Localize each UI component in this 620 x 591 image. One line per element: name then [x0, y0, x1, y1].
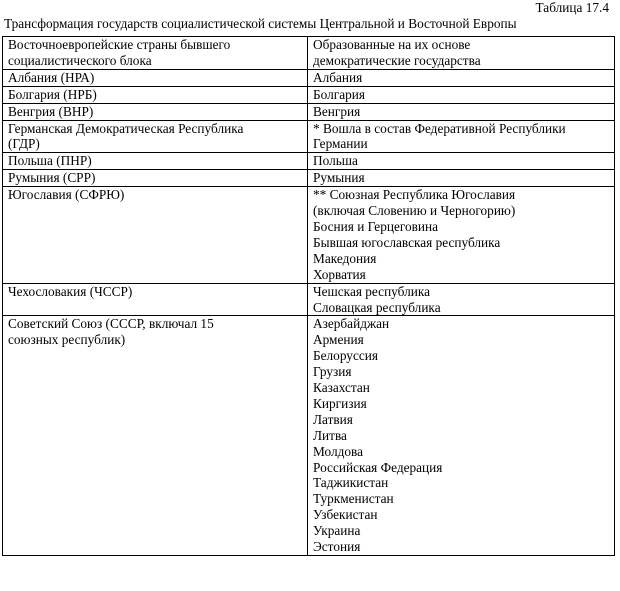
cell-line: * Вошла в состав Федеративной Республики: [313, 120, 566, 136]
cell-line: Армения: [313, 332, 364, 348]
cell-line: Югославия (СФРЮ): [8, 187, 125, 203]
new-states-cell: [308, 86, 615, 103]
cell-line: (ГДР): [8, 136, 40, 152]
cell-line: Чехословакия (ЧССР): [8, 283, 133, 299]
cell-line: Албания: [313, 69, 363, 85]
header-former-states: [3, 37, 308, 70]
new-states-cell: [308, 103, 615, 120]
cell-line: Украина: [313, 523, 361, 539]
cell-line: Хорватия: [313, 266, 366, 282]
former-state-cell: [3, 316, 308, 556]
header-line: социалистического блока: [8, 52, 152, 68]
table-row: [3, 69, 615, 86]
header-line: Образованные на их основе: [313, 37, 471, 52]
cell-line: Азербайджан: [313, 316, 390, 332]
new-states-cell: [308, 153, 615, 170]
table-header-row: [3, 37, 615, 70]
table-number: Таблица 17.4: [535, 0, 609, 15]
cell-line: Босния и Герцеговина: [313, 218, 439, 234]
countries-table: [2, 36, 615, 556]
cell-line: Германская Демократическая Республика: [8, 120, 244, 136]
cell-line: Молдова: [313, 443, 364, 459]
cell-line: Польша (ПНР): [8, 153, 92, 169]
former-state-cell: [3, 103, 308, 120]
cell-line: Советский Союз (СССР, включал 15: [8, 316, 214, 332]
former-state-cell: [3, 69, 308, 86]
header-line: демократические государства: [313, 52, 481, 68]
cell-line: Белоруссия: [313, 348, 378, 364]
cell-line: союзных республик): [8, 332, 126, 348]
new-states-cell: [308, 283, 615, 316]
cell-line: Словацкая республика: [313, 299, 441, 315]
cell-line: ** Союзная Республика Югославия: [313, 187, 516, 203]
cell-line: Латвия: [313, 411, 353, 427]
table-row: [3, 103, 615, 120]
new-states-cell: [308, 69, 615, 86]
former-state-cell: [3, 153, 308, 170]
cell-line: Венгрия: [313, 103, 361, 119]
new-states-cell: [308, 187, 615, 283]
cell-line: Венгрия (ВНР): [8, 103, 94, 119]
new-states-cell: [308, 170, 615, 187]
table-title: Трансформация государств социалистической системы Центральной и Восточной Европы: [4, 16, 517, 31]
cell-line: Российская Федерация: [313, 459, 443, 475]
former-state-cell: [3, 283, 308, 316]
former-state-cell: [3, 86, 308, 103]
header-line: Восточноевропейские страны бывшего: [8, 37, 231, 52]
table-row: [3, 120, 615, 153]
table-row: [3, 170, 615, 187]
cell-line: Бывшая югославская республика: [313, 234, 501, 250]
former-state-cell: [3, 187, 308, 283]
cell-line: Болгария (НРБ): [8, 86, 97, 102]
cell-line: Германии: [313, 136, 368, 152]
table-row: [3, 283, 615, 316]
cell-line: Чешская республика: [313, 283, 431, 299]
cell-line: (включая Словению и Черногорию): [313, 203, 516, 219]
cell-line: Литва: [313, 427, 347, 443]
cell-line: Румыния (СРР): [8, 170, 96, 186]
cell-line: Таджикистан: [313, 475, 389, 491]
cell-line: Румыния: [313, 170, 365, 186]
cell-line: Албания (НРА): [8, 69, 95, 85]
cell-line: Эстония: [313, 539, 361, 555]
table-row: [3, 153, 615, 170]
header-new-states: [308, 37, 615, 70]
table-row: [3, 86, 615, 103]
cell-line: Киргизия: [313, 395, 367, 411]
new-states-cell: [308, 316, 615, 556]
cell-line: Македония: [313, 250, 377, 266]
cell-line: Грузия: [313, 364, 352, 380]
cell-line: Казахстан: [313, 380, 370, 396]
cell-line: Болгария: [313, 86, 365, 102]
cell-line: Узбекистан: [313, 507, 378, 523]
new-states-cell: [308, 120, 615, 153]
former-state-cell: [3, 120, 308, 153]
former-state-cell: [3, 170, 308, 187]
cell-line: Туркменистан: [313, 491, 394, 507]
table-row: [3, 316, 615, 556]
table-row: [3, 187, 615, 283]
cell-line: Польша: [313, 153, 358, 169]
